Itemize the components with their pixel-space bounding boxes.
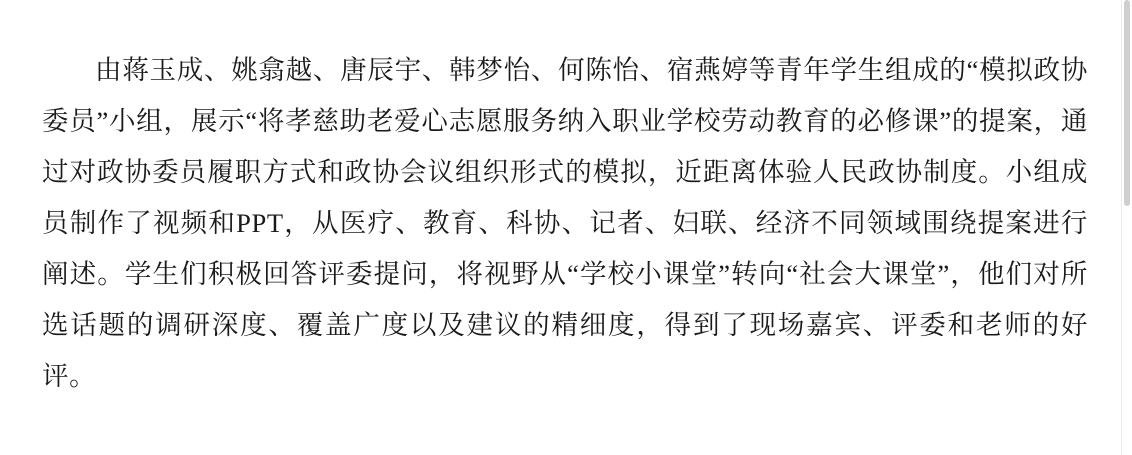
scrollbar-thumb[interactable]	[1124, 0, 1130, 206]
document-body	[42, 18, 1088, 428]
body-paragraph: 由蒋玉成、姚翕越、唐辰宇、韩梦怡、何陈怡、宿燕婷等青年学生组成的“模拟政协委员”小组，展示“将孝慈助老爱心志愿服务纳入职业学校劳动教育的必修课”的提案，通过对政协委员履职方式和政协会议组织形式的模拟，近距离体验人民政协制度。小组成员制作了视频和PPT，从医疗、教育、科协、记者、妇联、经济不同领域围绕提案进行阐述。学生们积极回答评委提问，将视野从“学校小课堂”转向“社会大课堂”，他们对所选话题的调研深度、覆盖广度以及建议的精细度，得到了现场嘉宾、评委和老师的好评。	[42, 54, 1088, 391]
vertical-scrollbar[interactable]	[1122, 0, 1132, 455]
